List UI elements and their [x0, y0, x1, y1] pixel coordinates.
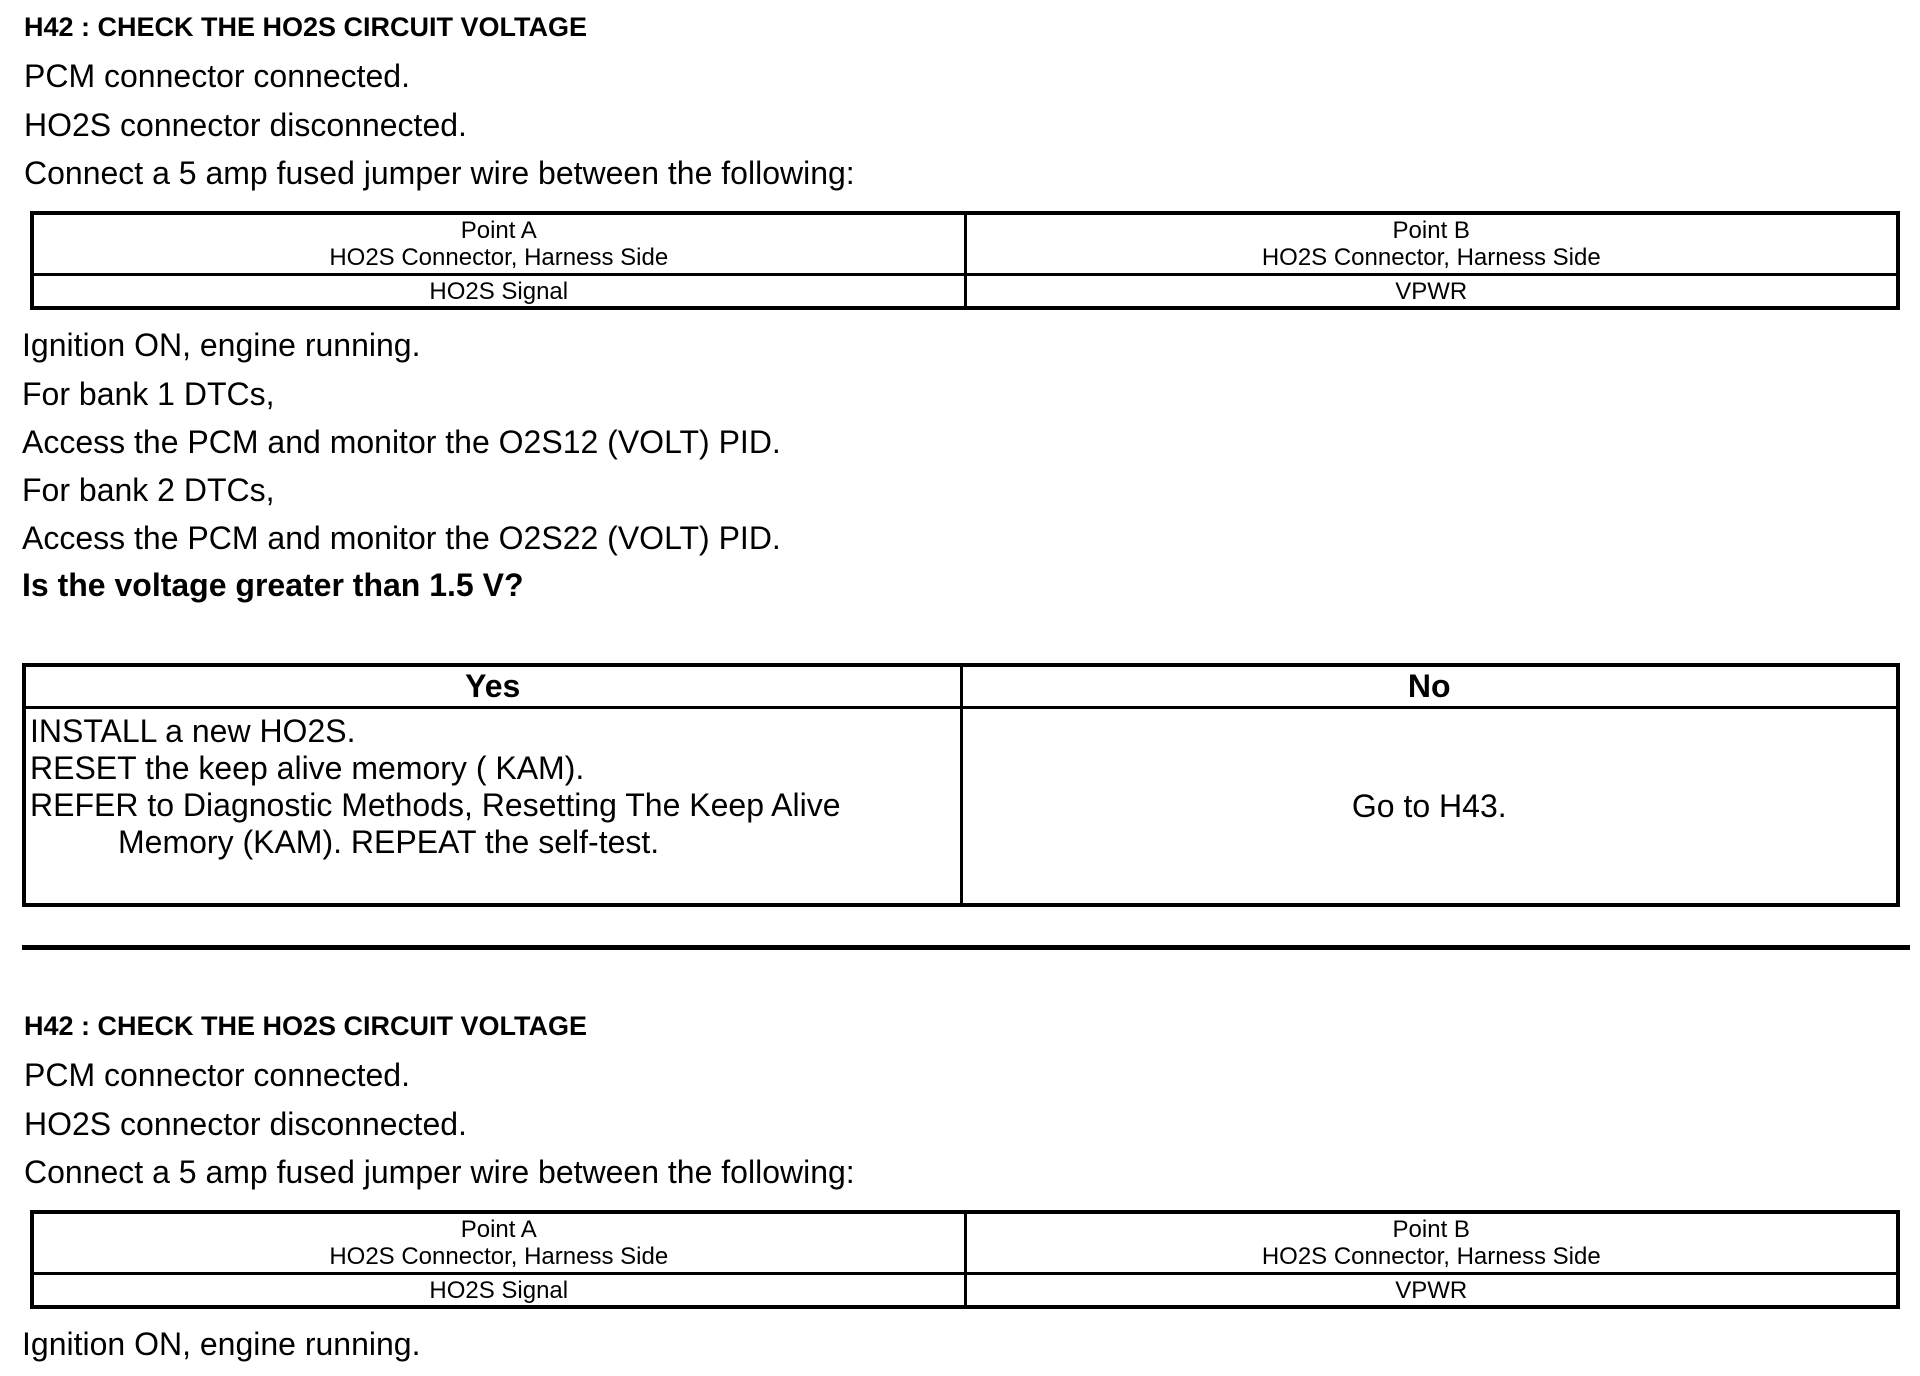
instruction-line: Ignition ON, engine running. — [22, 327, 421, 363]
point-b-title: Point B — [1392, 1216, 1470, 1243]
point-a-subtitle: HO2S Connector, Harness Side — [329, 1243, 669, 1270]
yes-action-line: INSTALL a new HO2S. — [30, 713, 356, 749]
yes-action-line: Memory (KAM). REPEAT the self-test. — [118, 824, 660, 860]
yes-action-line: RESET the keep alive memory ( KAM). — [30, 750, 585, 786]
instruction-line: Connect a 5 amp fused jumper wire between the following: — [24, 1154, 855, 1190]
point-b-subtitle: HO2S Connector, Harness Side — [1261, 244, 1601, 271]
yes-no-result-table — [22, 663, 1900, 907]
point-b-title: Point B — [1392, 217, 1470, 244]
test-question: Is the voltage greater than 1.5 V? — [22, 567, 524, 603]
instruction-line: Ignition ON, engine running. — [22, 1326, 421, 1362]
jumper-connection-table — [30, 211, 1900, 310]
instruction-line: For bank 2 DTCs, — [22, 472, 275, 508]
instruction-line: HO2S connector disconnected. — [24, 1106, 467, 1142]
yes-action-line: REFER to Diagnostic Methods, Resetting The Keep Alive — [30, 787, 841, 823]
instruction-line: PCM connector connected. — [24, 1057, 410, 1093]
point-a-subtitle: HO2S Connector, Harness Side — [329, 244, 669, 271]
point-a-title: Point A — [460, 1216, 537, 1243]
step-heading: H42 : CHECK THE HO2S CIRCUIT VOLTAGE — [24, 1011, 588, 1041]
no-header: No — [961, 665, 1898, 708]
yes-action-cell — [24, 708, 961, 906]
section-divider — [22, 945, 1910, 950]
instruction-line: Connect a 5 amp fused jumper wire between the following: — [24, 155, 855, 191]
point-b-header-cell — [965, 213, 1898, 275]
instruction-line: HO2S connector disconnected. — [24, 107, 467, 143]
no-action-cell: Go to H43. — [961, 708, 1898, 906]
point-b-header-cell — [965, 1212, 1898, 1274]
instruction-line: For bank 1 DTCs, — [22, 376, 275, 412]
point-a-title: Point A — [460, 217, 537, 244]
instruction-line: Access the PCM and monitor the O2S22 (VOLT) PID. — [22, 520, 781, 556]
point-a-header-cell — [32, 1212, 965, 1274]
point-b-subtitle: HO2S Connector, Harness Side — [1261, 1243, 1601, 1270]
point-b-value: VPWR — [965, 275, 1898, 309]
point-a-header-cell — [32, 213, 965, 275]
point-a-value: HO2S Signal — [32, 275, 965, 309]
yes-header: Yes — [24, 665, 961, 708]
jumper-connection-table — [30, 1210, 1900, 1309]
instruction-line: Access the PCM and monitor the O2S12 (VOLT) PID. — [22, 424, 781, 460]
instruction-line: PCM connector connected. — [24, 58, 410, 94]
point-b-value: VPWR — [965, 1274, 1898, 1308]
point-a-value: HO2S Signal — [32, 1274, 965, 1308]
step-heading: H42 : CHECK THE HO2S CIRCUIT VOLTAGE — [24, 12, 588, 42]
